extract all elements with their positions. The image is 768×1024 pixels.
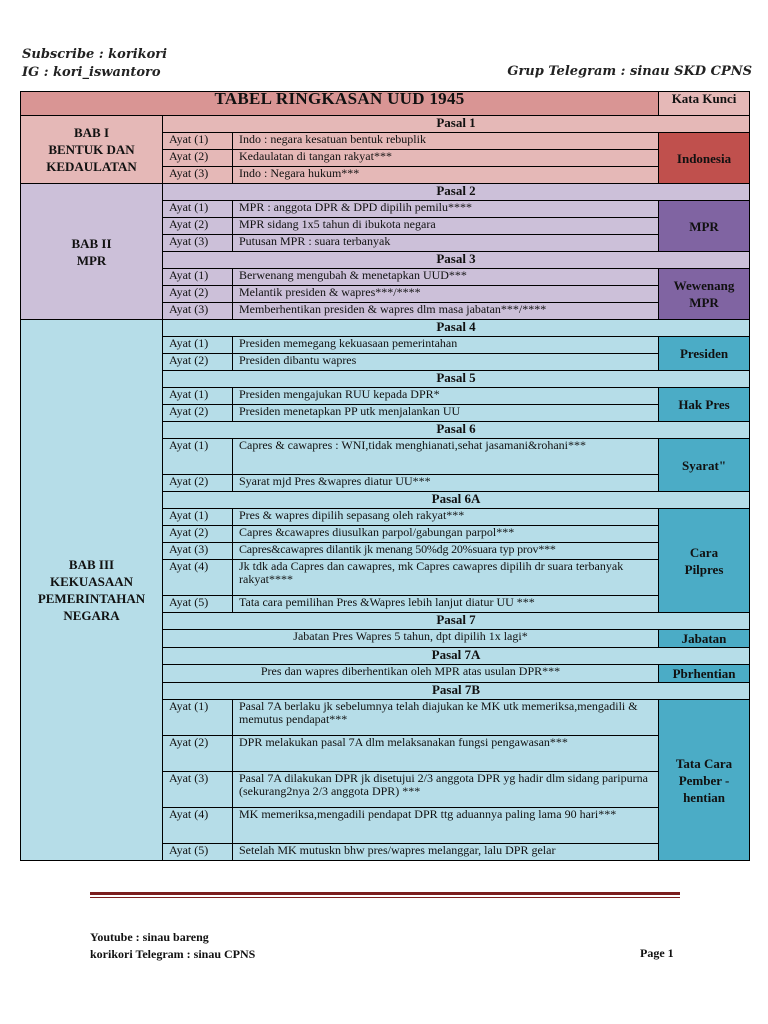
- pasal-7a-label: Pasal 7A: [163, 648, 750, 665]
- keyword-syarat: Syarat": [659, 439, 750, 492]
- bab-1-label: BAB I BENTUK DAN KEDAULATAN: [21, 116, 163, 184]
- header-left: [22, 46, 167, 82]
- keyword-jabatan: Jabatan: [659, 630, 750, 648]
- ayat-text: Presiden mengajukan RUU kepada DPR*: [233, 388, 659, 405]
- ayat-label: Ayat (1): [163, 700, 233, 736]
- ayat-label: Ayat (1): [163, 269, 233, 286]
- telegram-header: Grup Telegram : sinau SKD CPNS: [507, 64, 752, 79]
- ayat-text: Setelah MK mutuskn bhw pres/wapres melanggar, lalu DPR gelar: [233, 844, 659, 861]
- keyword-presiden: Presiden: [659, 337, 750, 371]
- table-title: TABEL RINGKASAN UUD 1945: [21, 92, 659, 116]
- footer-divider-thick: [90, 892, 680, 895]
- ayat-text: Capres & cawapres : WNI,tidak menghianati,sehat jasamani&rohani***: [233, 439, 659, 475]
- ayat-text: Melantik presiden & wapres***/****: [233, 286, 659, 303]
- ayat-label: Ayat (4): [163, 808, 233, 844]
- ayat-text: Pasal 7A dilakukan DPR jk disetujui 2/3 anggota DPR yg hadir dlm sidang paripurna (sekurang2nya 2/3 anggota DPR) ***: [233, 772, 659, 808]
- ayat-label: Ayat (2): [163, 218, 233, 235]
- keyword-tata-cara-pemberhentian: Tata Cara Pember - hentian: [659, 700, 750, 861]
- footer-telegram: korikori Telegram : sinau CPNS: [90, 947, 256, 961]
- ayat-text: Memberhentikan presiden & wapres dlm masa jabatan***/****: [233, 303, 659, 320]
- keyword-hak-pres: Hak Pres: [659, 388, 750, 422]
- ayat-label: Ayat (2): [163, 286, 233, 303]
- pasal-3-label: Pasal 3: [163, 252, 750, 269]
- ayat-text: Kedaulatan di tangan rakyat***: [233, 150, 659, 167]
- pasal-6a-label: Pasal 6A: [163, 492, 750, 509]
- ayat-text: Capres &cawapres diusulkan parpol/gabungan parpol***: [233, 526, 659, 543]
- ayat-label: Ayat (2): [163, 354, 233, 371]
- pasal-7a-text: Pres dan wapres diberhentikan oleh MPR atas usulan DPR***: [163, 665, 659, 683]
- ayat-label: Ayat (3): [163, 303, 233, 320]
- pasal-2-label: Pasal 2: [163, 184, 750, 201]
- keyword-wewenang-mpr: Wewenang MPR: [659, 269, 750, 320]
- ayat-label: Ayat (3): [163, 235, 233, 252]
- keyword-pbrhentian: Pbrhentian: [659, 665, 750, 683]
- keyword-mpr: MPR: [659, 201, 750, 252]
- ayat-label: Ayat (5): [163, 844, 233, 861]
- ayat-text: Pres & wapres dipilih sepasang oleh rakyat***: [233, 509, 659, 526]
- ayat-text: Capres&cawapres dilantik jk menang 50%dg 20%suara typ prov***: [233, 543, 659, 560]
- ayat-label: Ayat (3): [163, 543, 233, 560]
- ayat-label: Ayat (1): [163, 388, 233, 405]
- subscribe-text: Subscribe : korikori: [22, 47, 168, 62]
- ayat-label: Ayat (5): [163, 596, 233, 613]
- kata-kunci-header: Kata Kunci: [659, 92, 750, 116]
- ayat-label: Ayat (3): [163, 167, 233, 184]
- ayat-text: Presiden dibantu wapres: [233, 354, 659, 371]
- footer-divider-thin: [90, 897, 680, 898]
- ayat-label: Ayat (2): [163, 526, 233, 543]
- pasal-1-label: Pasal 1: [163, 116, 750, 133]
- ayat-text: Berwenang mengubah & menetapkan UUD***: [233, 269, 659, 286]
- footer-youtube: Youtube : sinau bareng: [90, 930, 209, 944]
- ayat-text: Syarat mjd Pres &wapres diatur UU***: [233, 475, 659, 492]
- ayat-text: Indo : negara kesatuan bentuk rebuplik: [233, 133, 659, 150]
- ayat-label: Ayat (2): [163, 475, 233, 492]
- keyword-indonesia: Indonesia: [659, 133, 750, 184]
- uud-summary-table: [20, 91, 750, 861]
- ayat-label: Ayat (1): [163, 509, 233, 526]
- page-number: Page 1: [640, 946, 674, 960]
- pasal-5-label: Pasal 5: [163, 371, 750, 388]
- ayat-text: Pasal 7A berlaku jk sebelumnya telah diajukan ke MK utk memeriksa,mengadili & memutus pendapat***: [233, 700, 659, 736]
- ayat-text: MPR sidang 1x5 tahun di ibukota negara: [233, 218, 659, 235]
- ayat-text: MPR : anggota DPR & DPD dipilih pemilu****: [233, 201, 659, 218]
- bab-2-label: BAB II MPR: [21, 184, 163, 320]
- ayat-label: Ayat (1): [163, 337, 233, 354]
- pasal-4-label: Pasal 4: [163, 320, 750, 337]
- ayat-text: Presiden memegang kekuasaan pemerintahan: [233, 337, 659, 354]
- ayat-label: Ayat (4): [163, 560, 233, 596]
- ayat-label: Ayat (1): [163, 439, 233, 475]
- ayat-text: Presiden menetapkan PP utk menjalankan UU: [233, 405, 659, 422]
- pasal-7b-label: Pasal 7B: [163, 683, 750, 700]
- ayat-text: Tata cara pemilihan Pres &Wapres lebih lanjut diatur UU ***: [233, 596, 659, 613]
- footer: [90, 929, 255, 963]
- ayat-label: Ayat (1): [163, 201, 233, 218]
- keyword-cara-pilpres: Cara Pilpres: [659, 509, 750, 613]
- ayat-text: DPR melakukan pasal 7A dlm melaksanakan fungsi pengawasan***: [233, 736, 659, 772]
- ayat-label: Ayat (1): [163, 133, 233, 150]
- pasal-6-label: Pasal 6: [163, 422, 750, 439]
- ayat-text: MK memeriksa,mengadili pendapat DPR ttg aduannya paling lama 90 hari***: [233, 808, 659, 844]
- ayat-label: Ayat (2): [163, 405, 233, 422]
- pasal-7-text: Jabatan Pres Wapres 5 tahun, dpt dipilih 1x lagi*: [163, 630, 659, 648]
- instagram-text: IG : kori_iswantoro: [22, 65, 161, 80]
- bab-3-label: BAB III KEKUASAAN PEMERINTAHAN NEGARA: [21, 320, 163, 861]
- ayat-text: Putusan MPR : suara terbanyak: [233, 235, 659, 252]
- pasal-7-label: Pasal 7: [163, 613, 750, 630]
- ayat-text: Jk tdk ada Capres dan cawapres, mk Capres cawapres dipilih dr suara terbanyak rakyat****: [233, 560, 659, 596]
- ayat-label: Ayat (2): [163, 736, 233, 772]
- ayat-label: Ayat (2): [163, 150, 233, 167]
- ayat-label: Ayat (3): [163, 772, 233, 808]
- ayat-text: Indo : Negara hukum***: [233, 167, 659, 184]
